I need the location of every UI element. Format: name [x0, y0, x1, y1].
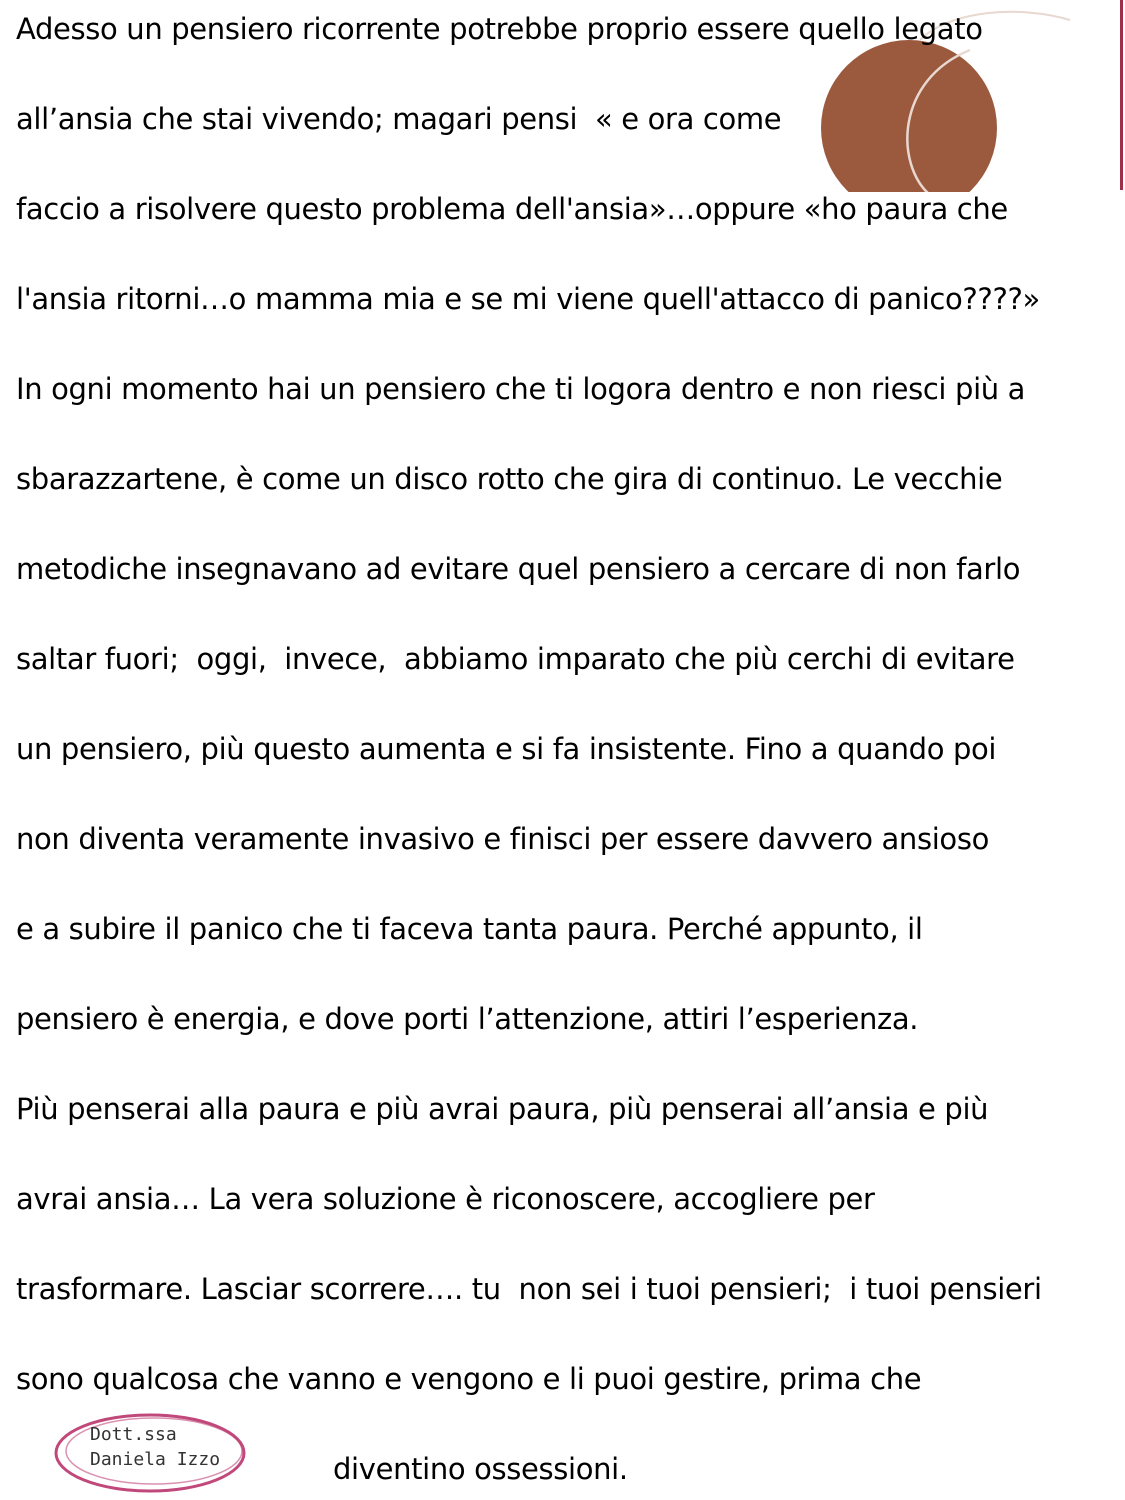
- text-line-10: non diventa veramente invasivo e finisci per essere davvero ansioso: [16, 822, 989, 856]
- text-line-2: all’ansia che stai vivendo; magari pensi « e ora come: [16, 102, 782, 136]
- text-line-11: e a subire il panico che ti faceva tanta paura. Perché appunto, il: [16, 912, 923, 946]
- text-line-3: faccio a risolvere questo problema dell'ansia»…oppure «ho paura che: [16, 192, 1008, 226]
- text-line-5: In ogni momento hai un pensiero che ti logora dentro e non riesci più a: [16, 372, 1026, 406]
- signature-logo: [52, 1408, 312, 1498]
- text-line-12: pensiero è energia, e dove porti l’attenzione, attiri l’esperienza.: [16, 1002, 919, 1036]
- text-line-6: sbarazzartene, è come un disco rotto che gira di continuo. Le vecchie: [16, 462, 1003, 496]
- text-line-16: sono qualcosa che vanno e vengono e li puoi gestire, prima che: [16, 1362, 922, 1396]
- text-line-8: saltar fuori; oggi, invece, abbiamo imparato che più cerchi di evitare: [16, 642, 1015, 676]
- text-line-14: avrai ansia… La vera soluzione è riconoscere, accogliere per: [16, 1182, 875, 1216]
- signature-line-1: Dott.ssa: [90, 1424, 177, 1445]
- text-line-13: Più penserai alla paura e più avrai paura, più penserai all’ansia e più: [16, 1092, 989, 1126]
- text-line-9: un pensiero, più questo aumenta e si fa insistente. Fino a quando poi: [16, 732, 997, 766]
- text-line-17: diventino ossessioni.: [333, 1452, 628, 1486]
- edge-accent-bar: [1120, 0, 1123, 190]
- text-line-15: trasformare. Lasciar scorrere…. tu non sei i tuoi pensieri; i tuoi pensieri: [16, 1272, 1042, 1306]
- text-line-1: Adesso un pensiero ricorrente potrebbe proprio essere quello legato: [16, 12, 983, 46]
- text-line-4: l'ansia ritorni…o mamma mia e se mi viene quell'attacco di panico????»: [16, 282, 1040, 316]
- text-line-7: metodiche insegnavano ad evitare quel pensiero a cercare di non farlo: [16, 552, 1021, 586]
- signature-line-2: Daniela Izzo: [90, 1449, 221, 1470]
